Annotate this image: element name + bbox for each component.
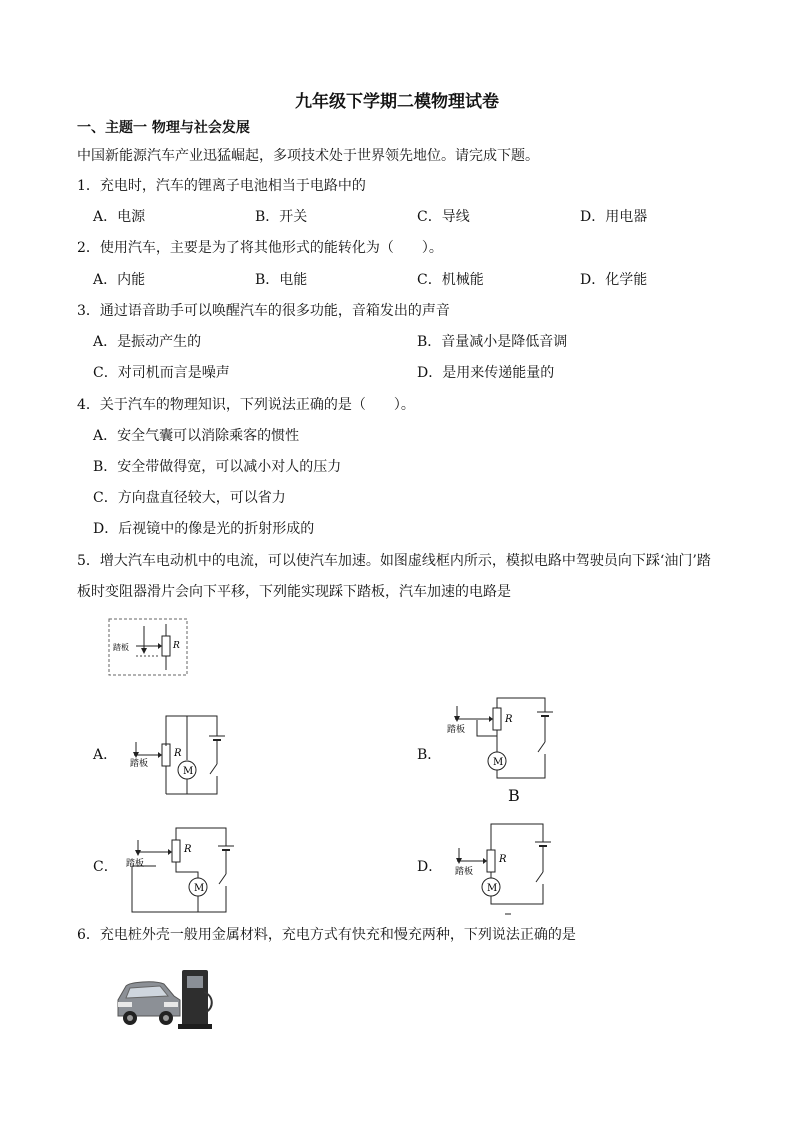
q1-option-b: B．开关	[255, 209, 308, 225]
q5-option-c: C．	[93, 859, 118, 875]
question-2-stem: 2．使用汽车，主要是为了将其他形式的能转化为（ ）。	[77, 240, 443, 256]
q5-circuit-d	[445, 818, 560, 918]
page-title: 九年级下学期二模物理试卷	[295, 92, 499, 112]
q3-option-c: C．对司机而言是噪声	[93, 365, 230, 381]
q5-option-a: A．	[93, 747, 118, 763]
q2-option-b: B．电能	[255, 272, 308, 288]
svg-text:R: R	[499, 854, 507, 865]
svg-text:R: R	[505, 714, 513, 725]
svg-text:M: M	[194, 883, 205, 894]
q4-option-a: A．安全气囊可以消除乘客的惯性	[93, 428, 300, 444]
q3-option-a: A．是振动产生的	[93, 334, 202, 350]
question-4-stem: 4．关于汽车的物理知识，下列说法正确的是（ ）。	[77, 397, 415, 413]
section-heading: 一、主题一 物理与社会发展	[77, 120, 250, 136]
q3-option-d: D．是用来传递能量的	[417, 365, 555, 381]
q5-circuit-c	[122, 822, 242, 916]
svg-text:踏板: 踏板	[455, 867, 474, 877]
q4-option-d: D．后视镜中的像是光的折射形成的	[93, 521, 315, 537]
question-3-stem: 3．通过语音助手可以唤醒汽车的很多功能，音箱发出的声音	[77, 303, 450, 319]
q5-option-b-caption: B	[508, 786, 520, 805]
q5-option-b: B．	[417, 747, 442, 763]
q1-option-d: D．用电器	[580, 209, 648, 225]
q2-option-c: C．机械能	[417, 272, 484, 288]
q4-option-b: B．安全带做得宽，可以减小对人的压力	[93, 459, 342, 475]
svg-text:踏板: 踏板	[126, 859, 145, 869]
question-6-stem: 6．充电桩外壳一般用金属材料，充电方式有快充和慢充两种，下列说法正确的是	[77, 927, 576, 943]
svg-text:踏板: 踏板	[130, 759, 149, 769]
resistor-label: R	[173, 641, 180, 651]
q5-circuit-b	[445, 694, 560, 786]
q5-circuit-a	[122, 708, 232, 800]
motor-label: M	[183, 766, 194, 777]
car-charging-station-image	[110, 962, 222, 1032]
q3-option-b: B．音量减小是降低音调	[417, 334, 568, 350]
question-5-stem-line1: 5．增大汽车电动机中的电流，可以使汽车加速。如图虚线框内所示，模拟电路中驾驶员向下踩‘油门’踏	[77, 553, 711, 569]
svg-text:M: M	[493, 757, 504, 768]
pedal-rheostat-reference-figure	[108, 618, 188, 676]
svg-text:R: R	[174, 748, 182, 759]
q1-option-c: C．导线	[417, 209, 470, 225]
q5-option-d: D．	[417, 859, 443, 875]
svg-text:R: R	[184, 844, 192, 855]
svg-text:M: M	[487, 883, 498, 894]
q4-option-c: C．方向盘直径较大，可以省力	[93, 490, 286, 506]
question-1-stem: 1．充电时，汽车的锂离子电池相当于电路中的	[77, 178, 366, 194]
q2-option-a: A．内能	[93, 272, 146, 288]
q2-option-d: D．化学能	[580, 272, 648, 288]
q1-option-a: A．电源	[93, 209, 146, 225]
section-intro: 中国新能源汽车产业迅猛崛起，多项技术处于世界领先地位。请完成下题。	[77, 148, 539, 164]
pedal-label: 踏板	[113, 643, 129, 652]
question-5-stem-line2: 板时变阻器滑片会向下平移，下列能实现踩下踏板，汽车加速的电路是	[77, 584, 511, 600]
svg-text:踏板: 踏板	[447, 725, 466, 735]
